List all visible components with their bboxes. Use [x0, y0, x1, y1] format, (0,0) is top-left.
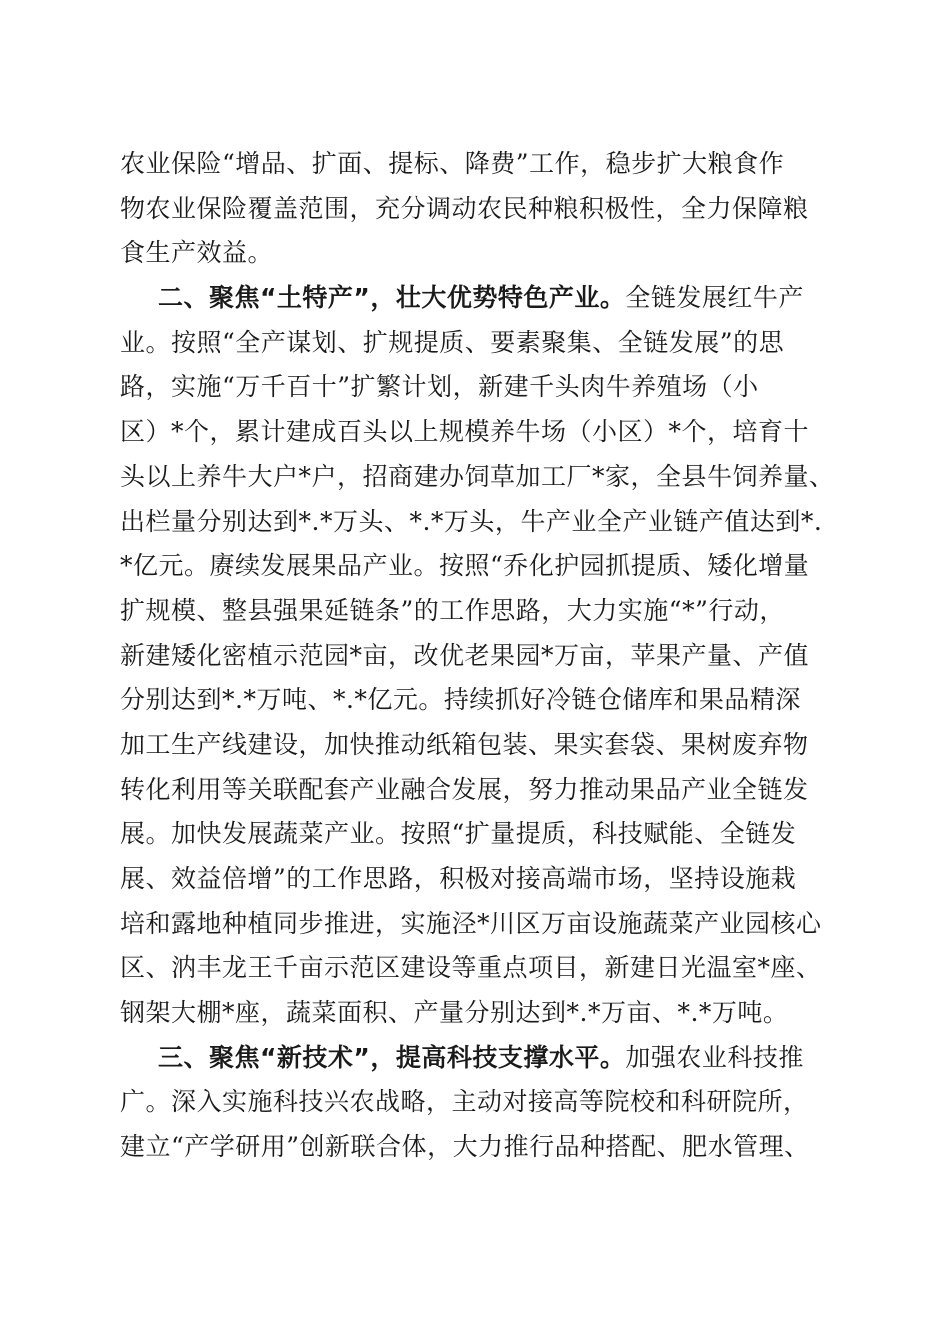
paragraph-1-line-3: 食生产效益。	[120, 238, 274, 268]
document-body	[120, 142, 840, 1170]
section-3-first-line-text: 加强农业科技推	[625, 1042, 804, 1072]
section-2-line-5: 出栏量分别达到*.*万头、*.*万头，牛产业全产业链产值达到*.	[120, 506, 823, 536]
section-2-first-line	[120, 276, 840, 321]
paragraph-1-line-2: 物农业保险覆盖范围，充分调动农民种粮积极性，全力保障粮	[120, 193, 809, 223]
section-2-first-line-text: 全链发展红牛产	[625, 283, 804, 313]
section-2-line-11: 转化利用等关联配套产业融合发展，努力推动果品产业全链发	[120, 774, 809, 804]
section-3-heading: 三、聚焦“新技术”，提高科技支撑水平。	[158, 1042, 626, 1072]
section-3-line-1: 广。深入实施科技兴农战略，主动对接高等院校和科研院所，	[120, 1087, 809, 1117]
section-2-line-13: 展、效益倍增”的工作思路，积极对接高端市场，坚持设施栽	[120, 864, 797, 893]
section-2-line-1: 业。按照“全产谋划、扩规提质、要素聚集、全链发展”的思	[120, 327, 785, 357]
section-3-line-2: 建立“产学研用”创新联合体，大力推行品种搭配、肥水管理、	[120, 1132, 810, 1162]
section-2-line-3: 区）*个，累计建成百头以上规模养牛场（小区）*个，培育十	[120, 417, 810, 447]
section-2-line-7: 扩规模、整县强果延链条”的工作思路，大力实施“*”行动，	[120, 595, 785, 625]
section-3-first-line	[120, 1036, 840, 1081]
section-2-line-10: 加工生产线建设，加快推动纸箱包装、果实套袋、果树废弃物	[120, 729, 809, 759]
section-2-line-8: 新建矮化密植示范园*亩，改优老果园*万亩，苹果产量、产值	[120, 640, 810, 670]
section-2-line-2: 路，实施“万千百十”扩繁计划，新建千头肉牛养殖场（小	[120, 372, 759, 402]
section-2-line-12: 展。加快发展蔬菜产业。按照“扩量提质，科技赋能、全链发	[120, 819, 797, 849]
section-2-line-14: 培和露地种植同步推进，实施泾*川区万亩设施蔬菜产业园核心	[120, 908, 822, 938]
section-2-line-6: *亿元。赓续发展果品产业。按照“乔化护园抓提质、矮化增量	[120, 551, 810, 581]
section-2-line-4: 头以上养牛大户*户，招商建办饲草加工厂*家，全县牛饲养量、	[120, 461, 835, 491]
section-2-line-15: 区、汭丰龙王千亩示范区建设等重点项目，新建日光温室*座、	[120, 953, 822, 983]
section-2-heading: 二、聚焦“土特产”，壮大优势特色产业。	[158, 283, 626, 313]
section-2-line-9: 分别达到*.*万吨、*.*亿元。持续抓好冷链仓储库和果品精深	[120, 685, 801, 715]
section-2-line-16: 钢架大棚*座，蔬菜面积、产量分别达到*.*万亩、*.*万吨。	[120, 998, 789, 1028]
paragraph-1-line-1: 农业保险“增品、扩面、提标、降费”工作，稳步扩大粮食作	[120, 149, 785, 178]
